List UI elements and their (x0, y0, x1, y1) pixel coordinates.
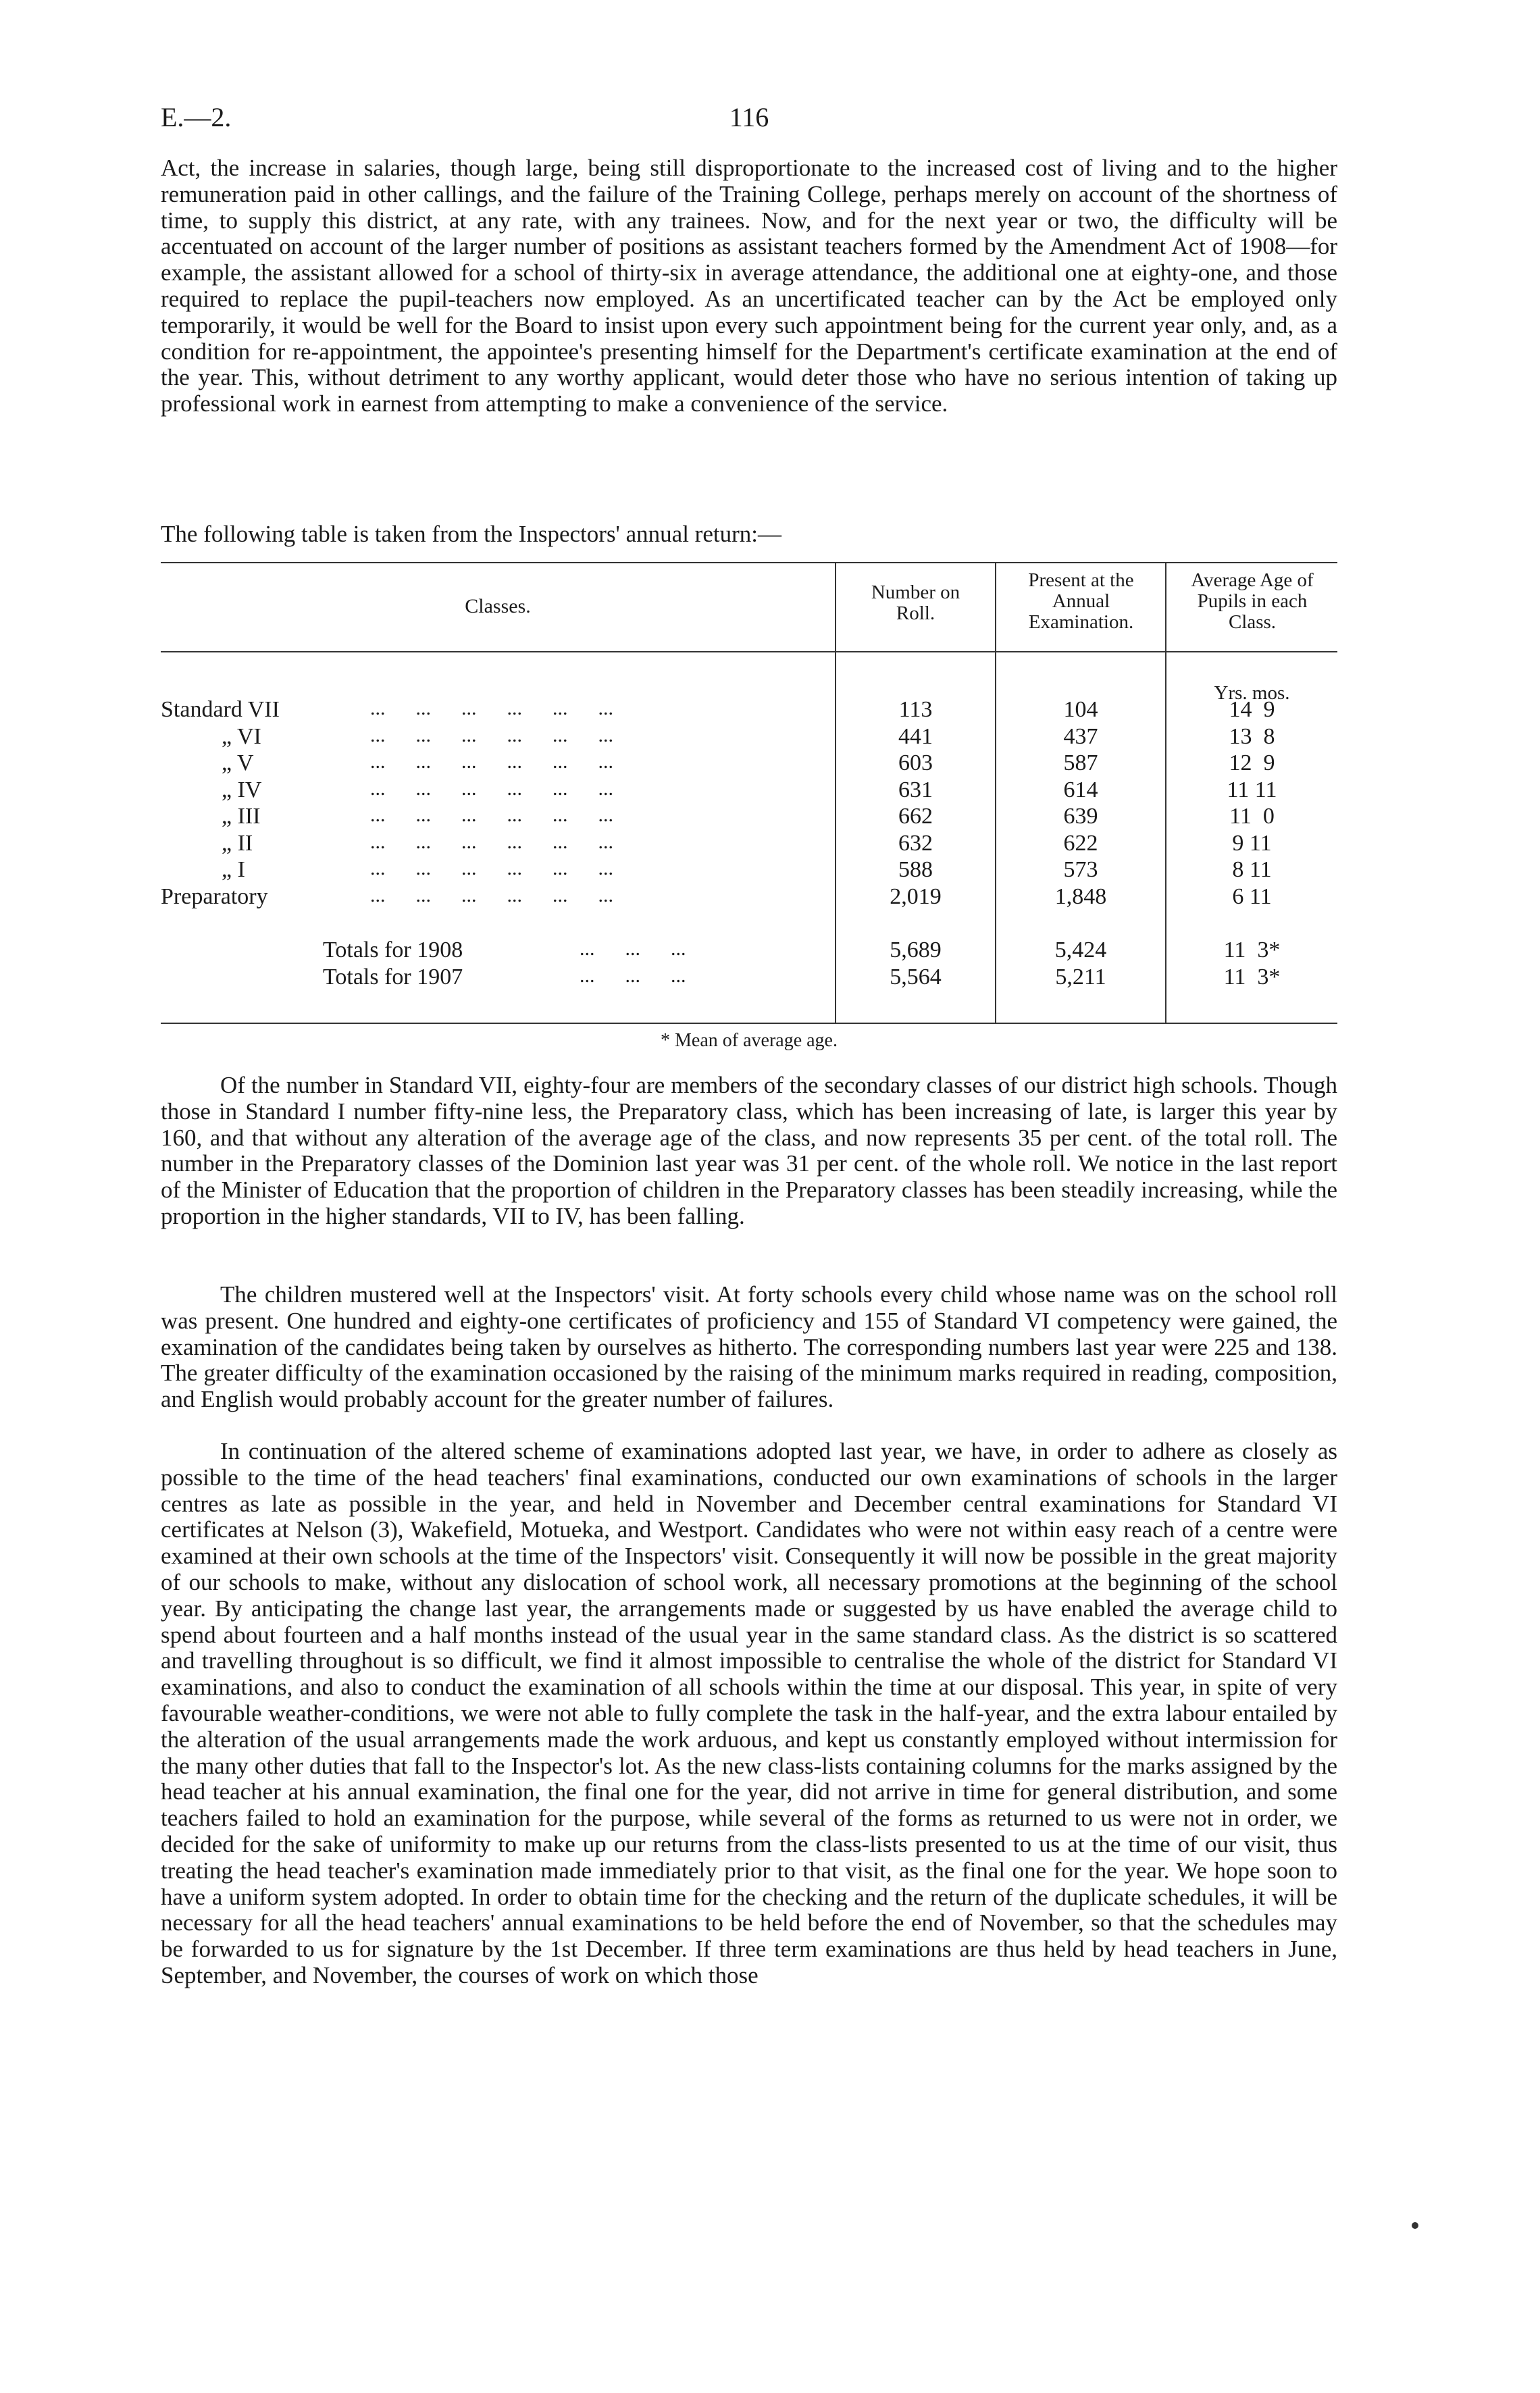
cell-roll: 5,564 (890, 964, 942, 989)
cell-roll: 441 (898, 723, 933, 749)
cell-age: 11 11 (1227, 777, 1277, 802)
cell-age: 12 9 (1229, 750, 1275, 775)
table-footnote: * Mean of average age. (661, 1030, 838, 1051)
cell-present: 1,848 (1054, 883, 1107, 909)
class-row (161, 884, 1337, 911)
cell-age: 6 11 (1232, 883, 1272, 909)
cell-roll: 603 (898, 750, 933, 775)
cell-roll: 662 (898, 804, 933, 829)
paragraph-3: Of the number in Standard VII, eighty-four are members of the secondary classes of our district high schools. Though those in Standard I number fifty-nine less, the Preparatory class, which has been increasing of late, is larger this year by 160, and that without any alteration of the average age of the class, and now represents 35 per cent. of the total roll. The number in the Preparatory classes of the Dominion last year was 31 per cent. of the whole roll. We notice in the last report of the Minister of Education that the proportion of children in the Preparatory classes has been steadily increasing, while the proportion in the higher standards, VII to IV, has been falling. (161, 1072, 1337, 1229)
row-label: Standard VII (161, 697, 280, 722)
row-label: Totals for 1908 (323, 937, 463, 962)
paragraph-5: In continuation of the altered scheme of examinations adopted last year, we have, in order to adhere as closely as possible to the time of the head teachers' final examinations, conducted our own examinations of schools in the larger centres as late as possible in the year, and held in November and December central examinations for Standard VI certificates at Nelson (3), Wakefield, Motueka, and Westport. Candidates who were not within easy reach of a centre were examined at their own schools at the time of the Inspectors' visit. Consequently it will now be possible in the great majority of our schools to make, without any dislocation of school work, all necessary promotions at the beginning of the school year. By anticipating the change last year, the arrangements made or suggested by us have enabled the average child to spend about fourteen and a half months instead of the usual year in the same standard class. As the district is so scattered and travelling throughout is so difficult, we find it almost impossible to centralise the whole of the district for Standard VI examinations, and also to conduct the examination of all schools within the time at our disposal. This year, in spite of very favourable weather-conditions, we were not able to fully complete the task in the half-year, and the extra labour entailed by the alteration of the usual arrangements made the work arduous, and kept us constantly employed without intermission for the many other duties that fall to the Inspector's lot. As the new class-lists containing columns for the marks assigned by the head teacher at his annual examination, the final one for the year, did not arrive in time for general distribution, and some teachers failed to hold an examination for the purpose, while several of the forms as returned to us were not in order, we decided for the sake of uniformity to make up our returns from the class-lists presented to us at the time of our visit, thus treating the head teacher's examination made immediately prior to that visit, as the final one for the year. We hope soon to have a uniform system adopted. In order to obtain time for the checking and the return of the duplicate schedules, it will be necessary for all the head teachers' annual examinations to be held before the end of November, so that the schedules may be forwarded to us for signature by the 1st December. If three term examinations are thus held by head teachers in June, September, and November, the courses of work on which those (161, 1438, 1337, 1988)
cell-roll: 2,019 (890, 883, 942, 909)
table-bottom-rule (161, 1023, 1337, 1024)
class-row (161, 857, 1337, 884)
cell-present: 622 (1063, 830, 1098, 856)
header-classes: Classes. (465, 595, 531, 617)
paragraph-1: Act, the increase in salaries, though large, being still disproportionate to the increased cost of living and to the higher remuneration paid in other callings, and the failure of the Training College, perhaps merely on account of the shortness of time, to supply this district, at any rate, with any trainees. Now, and for the next year or two, the difficulty will be accentuated on account of the larger number of positions as assistant teachers formed by the Amendment Act of 1908—for example, the assistant allowed for a school of thirty-six in average attendance, the additional one at eighty-one, and those required to replace the pupil-teachers now employed. As an uncertificated teacher can by the Act be employed only temporarily, it would be well for the Board to insist upon every such appointment being for the current year only, and, as a condition for re-appointment, the appointee's presenting himself for the Department's certificate examination at the end of the year. This, without detriment to any worthy applicant, would deter those who have no serious intention of taking up professional work in earnest from attempting to make a convenience of the service. (161, 155, 1337, 417)
row-label: „ V (222, 750, 254, 775)
leader-dots: ... ... ... ... ... ... (370, 777, 613, 800)
leader-dots: ... ... ... ... ... ... (370, 750, 613, 773)
cell-present: 5,211 (1055, 964, 1106, 989)
cell-present: 573 (1063, 857, 1098, 882)
totals-row (161, 937, 1337, 964)
table-intro: The following table is taken from the Inspectors' annual return:— (161, 521, 781, 547)
header-number-on-roll: Number on Roll. (871, 582, 960, 624)
leader-dots: ... ... ... ... ... ... (370, 804, 613, 826)
cell-age: 11 3* (1223, 937, 1281, 962)
page-number: 116 (729, 102, 769, 132)
cell-roll: 113 (898, 697, 933, 722)
class-row (161, 831, 1337, 858)
header-average-age: Average Age of Pupils in each Class. (1191, 569, 1314, 633)
cell-present: 5,424 (1054, 937, 1107, 962)
cell-age: 11 0 (1229, 804, 1275, 829)
totals-row (161, 964, 1337, 992)
row-label: „ III (222, 804, 261, 829)
row-label: „ IV (222, 777, 262, 802)
leader-dots: ... ... ... ... ... ... (370, 697, 613, 719)
cell-present: 587 (1063, 750, 1098, 775)
cell-roll: 632 (898, 830, 933, 856)
class-row (161, 777, 1337, 804)
cell-present: 639 (1063, 804, 1098, 829)
table-top-rule (161, 562, 1337, 563)
leader-dots: ... ... ... ... ... ... (370, 857, 613, 879)
row-label: Totals for 1907 (323, 964, 463, 989)
row-label: „ II (222, 830, 253, 856)
cell-age: 13 8 (1229, 723, 1275, 749)
leader-dots: ... ... ... ... ... ... (370, 883, 613, 906)
cell-roll: 5,689 (890, 937, 942, 962)
cell-age: 8 11 (1232, 857, 1272, 882)
header-present: Present at the Annual Examination. (1028, 569, 1134, 633)
row-label: Preparatory (161, 883, 268, 909)
leader-dots: ... ... ... (580, 937, 686, 960)
cell-age: 9 11 (1232, 830, 1272, 856)
inspectors-return-table (161, 562, 1337, 1028)
leader-dots: ... ... ... (580, 964, 686, 987)
row-label: „ VI (222, 723, 261, 749)
cell-present: 614 (1063, 777, 1098, 802)
class-row (161, 804, 1337, 831)
cell-roll: 631 (898, 777, 933, 802)
cell-present: 437 (1063, 723, 1098, 749)
cell-present: 104 (1063, 697, 1098, 722)
class-row (161, 724, 1337, 751)
class-row (161, 750, 1337, 777)
page-header (161, 101, 1337, 142)
class-row (161, 697, 1337, 724)
ink-speck (1412, 2222, 1418, 2229)
age-units: Yrs. mos. (1214, 682, 1290, 704)
leader-dots: ... ... ... ... ... ... (370, 723, 613, 746)
cell-age: 11 3* (1223, 964, 1281, 989)
row-label: „ I (222, 857, 245, 882)
cell-roll: 588 (898, 857, 933, 882)
leader-dots: ... ... ... ... ... ... (370, 830, 613, 853)
cell-age: 14 9 (1229, 697, 1275, 722)
table-header-rule (161, 651, 1337, 652)
paragraph-4: The children mustered well at the Inspectors' visit. At forty schools every child whose name was on the school roll was present. One hundred and eighty-one certificates of proficiency and 155 of Standard VI competency were gained, the examination of the candidates being taken by ourselves as hitherto. The corresponding numbers last year were 225 and 138. The greater difficulty of the examination occasioned by the raising of the minimum marks required in reading, composition, and English would probably account for the greater number of failures. (161, 1281, 1337, 1413)
document-code: E.—2. (161, 102, 232, 132)
